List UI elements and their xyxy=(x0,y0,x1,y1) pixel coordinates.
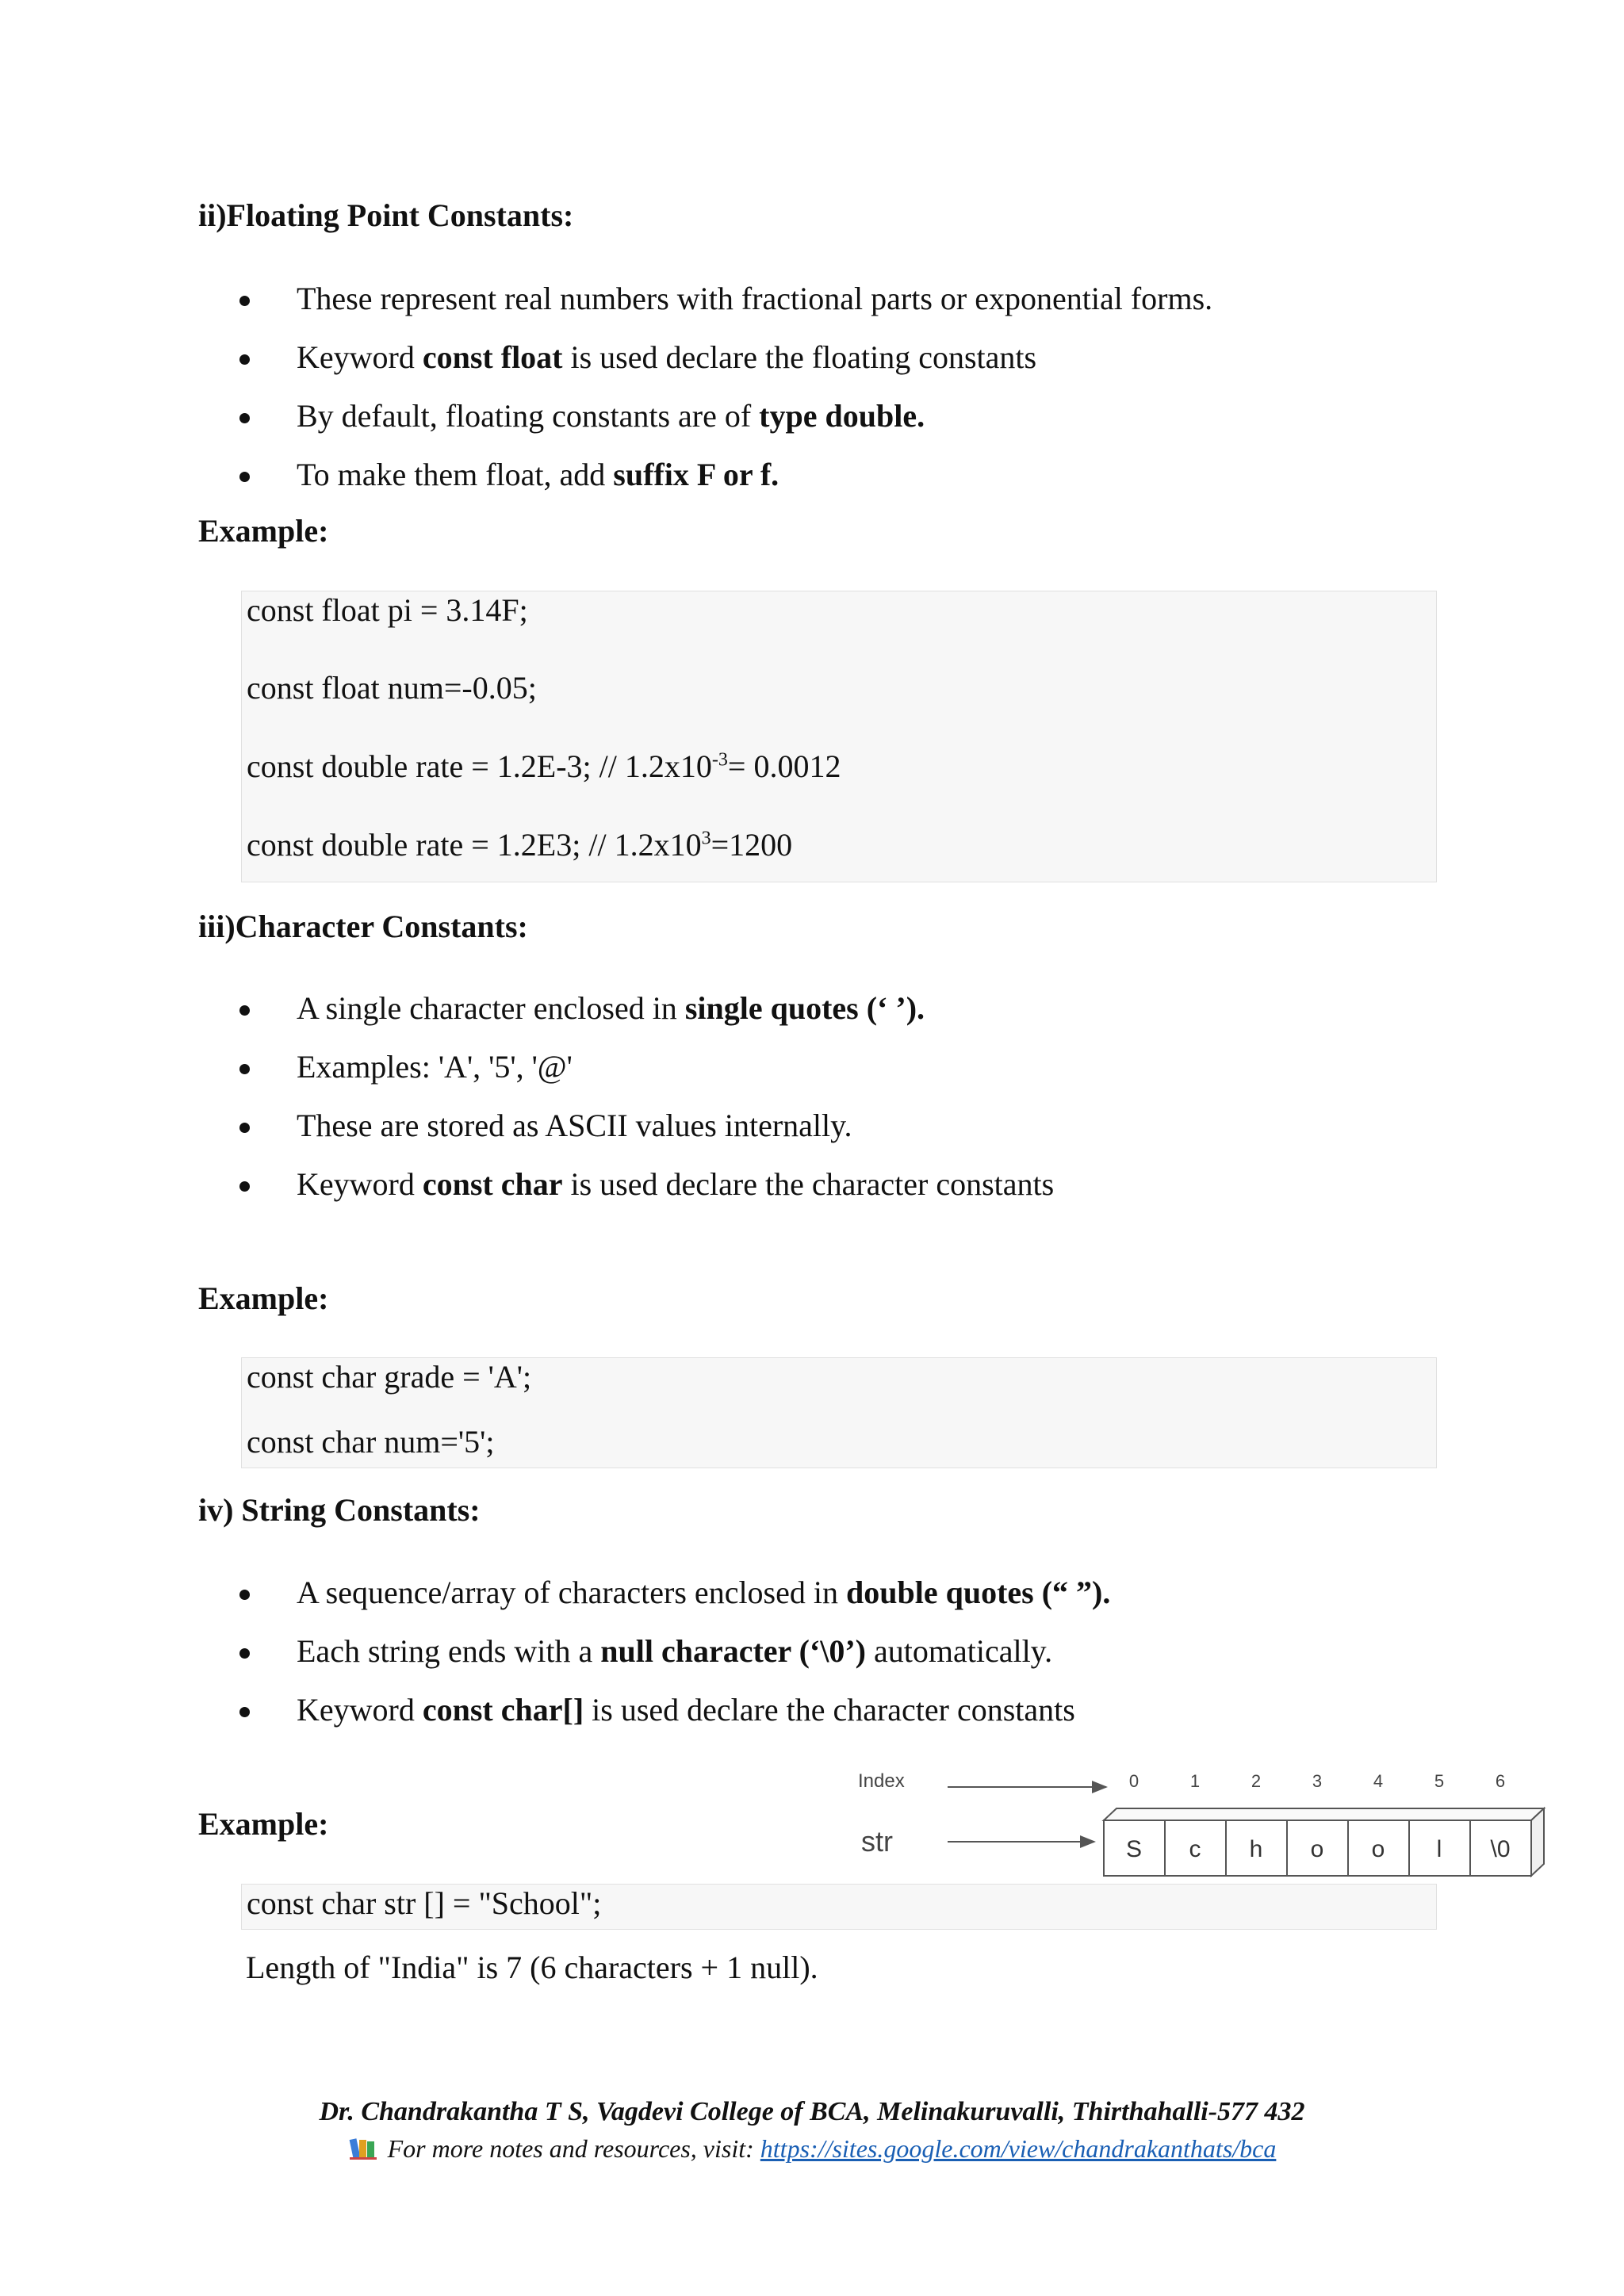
list-item: By default, floating constants are of type double. xyxy=(251,387,1212,446)
cell-char: S xyxy=(1125,1836,1143,1862)
code-line: const double rate = 1.2E3; // $1.2x10^3=1200$ xyxy=(247,827,793,863)
index-label: Index xyxy=(858,1770,905,1792)
list-item: These represent real numbers with fractional parts or exponential forms. xyxy=(251,270,1212,328)
code-line: const char str [] = "School"; xyxy=(247,1885,602,1921)
cell-char: o xyxy=(1310,1836,1324,1862)
list-item: To make them float, add suffix F or f. xyxy=(251,446,1212,504)
float-example-label: Example: xyxy=(198,513,329,549)
list-item: Keyword const char[] is used declare the character constants xyxy=(251,1681,1110,1739)
code-line: const float pi = 3.14F; xyxy=(247,592,528,628)
string-code-block xyxy=(241,1884,1437,1930)
char-code-block xyxy=(241,1357,1437,1468)
list-item: Keyword const char is used declare the character constants xyxy=(251,1155,1054,1214)
index-number: 5 xyxy=(1434,1771,1445,1791)
string-note: Length of "India" is 7 (6 characters + 1 null). xyxy=(246,1950,818,1985)
footer-link[interactable]: https://sites.google.com/view/chandrakanthats/bca xyxy=(760,2134,1277,2163)
footer-author: Dr. Chandrakantha T S, Vagdevi College of BCA, Melinakuruvalli, Thirthahalli-577 432 xyxy=(319,2097,1305,2126)
index-number: 3 xyxy=(1312,1771,1323,1791)
string-bullet-list xyxy=(251,1563,1110,1739)
array-top-face xyxy=(1104,1808,1544,1820)
list-item: Keyword const float is used declare the floating constants xyxy=(251,328,1212,387)
char-bullet-list xyxy=(251,979,1054,1214)
code-line: const float num=-0.05; xyxy=(247,670,537,706)
float-bullet-list xyxy=(251,270,1212,504)
footer-prefix: For more notes and resources, visit: xyxy=(387,2134,760,2163)
cell-char: c xyxy=(1189,1836,1201,1862)
index-number: 6 xyxy=(1495,1771,1506,1791)
list-item: These are stored as ASCII values internally. xyxy=(251,1096,1054,1155)
footer-resources xyxy=(0,2134,1624,2164)
code-line: const char grade = 'A'; xyxy=(247,1359,532,1395)
array-cells xyxy=(1104,1820,1531,1876)
list-item: Each string ends with a null character (‘\0’) automatically. xyxy=(251,1622,1110,1681)
index-number: 2 xyxy=(1251,1771,1262,1791)
code-line: const char num='5'; xyxy=(247,1424,495,1460)
index-number: 4 xyxy=(1373,1771,1384,1791)
float-code-block xyxy=(241,591,1437,882)
cell-char: l xyxy=(1436,1836,1442,1862)
list-item: A sequence/array of characters enclosed in double quotes (“ ”). xyxy=(251,1563,1110,1622)
list-item: Examples: 'A', '5', '@' xyxy=(251,1038,1054,1096)
list-item: A single character enclosed in single quotes (‘ ’). xyxy=(251,979,1054,1038)
index-numbers xyxy=(1129,1771,1505,1791)
index-number: 1 xyxy=(1189,1771,1201,1791)
code-line: const double rate = 1.2E-3; // $1.2x10^{-3}= 0.0012$ xyxy=(247,748,841,784)
char-section-heading: iii)Character Constants: xyxy=(198,909,528,944)
books-icon xyxy=(348,2137,380,2160)
string-example-label: Example: xyxy=(198,1806,329,1842)
var-label: str xyxy=(861,1825,893,1858)
cell-char: \0 xyxy=(1490,1836,1511,1862)
index-number: 0 xyxy=(1128,1771,1139,1791)
array-side-face xyxy=(1531,1808,1544,1876)
float-section-heading: ii)Floating Point Constants: xyxy=(198,197,574,233)
char-example-label: Example: xyxy=(198,1280,329,1316)
cell-char: o xyxy=(1371,1836,1385,1862)
string-section-heading: iv) String Constants: xyxy=(198,1492,481,1528)
cell-char: h xyxy=(1249,1836,1263,1862)
string-array-diagram xyxy=(841,1760,1554,1887)
